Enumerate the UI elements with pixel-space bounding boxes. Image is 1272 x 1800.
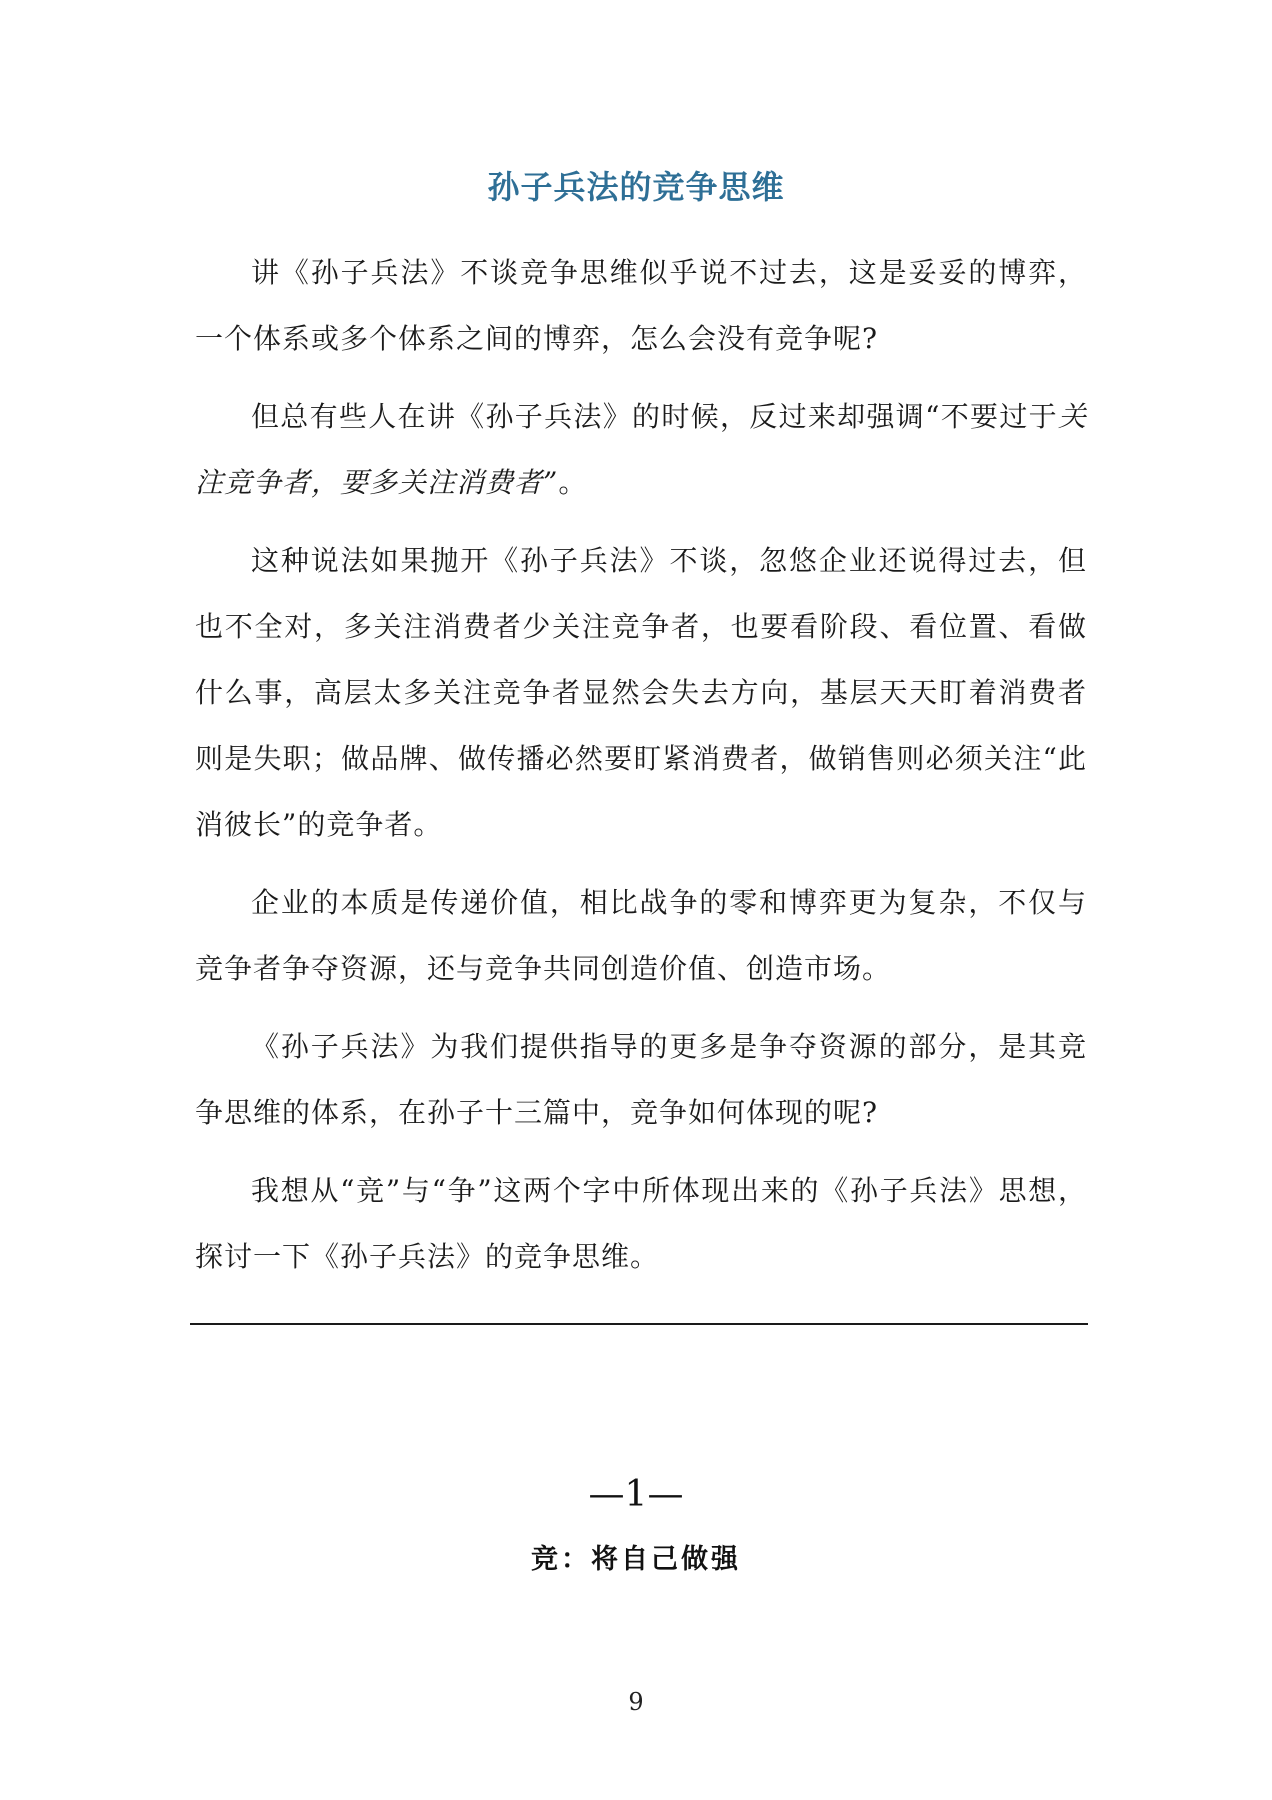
body-text: [195, 240, 1087, 1302]
paragraph-2-italic-quote: 关注竞争者，要多关注消费者”: [195, 400, 1087, 499]
section-number: —1—: [588, 1474, 684, 1515]
paragraph-2-end: 。: [558, 466, 588, 499]
page-title: 孙子兵法的竞争思维: [487, 168, 785, 206]
paragraph-2: [195, 384, 1087, 516]
paragraph-3: 这种说法如果抛开《孙子兵法》不谈，忽悠企业还说得过去，但也不全对，多关注消费者少关注竞争者，也要看阶段、看位置、看做什么事，高层太多关注竞争者显然会失去方向，基层天天盯着消费者则是失职；做品牌、做传播必然要盯紧消费者，做销售则必须关注“此消彼长”的竞争者。: [195, 544, 1087, 841]
section-title: 竞：将自己做强: [531, 1544, 741, 1575]
paragraph-5: 《孙子兵法》为我们提供指导的更多是争夺资源的部分，是其竞争思维的体系，在孙子十三篇中，竞争如何体现的呢?: [195, 1030, 1087, 1129]
paragraph-4: 企业的本质是传递价值，相比战争的零和博弈更为复杂，不仅与竞争者争夺资源，还与竞争共同创造价值、创造市场。: [195, 886, 1087, 985]
page-number: 9: [628, 1688, 644, 1716]
paragraph-6: 我想从“竞”与“争”这两个字中所体现出来的《孙子兵法》思想，探讨一下《孙子兵法》的竞争思维。: [195, 1174, 1087, 1273]
section-divider: [190, 1323, 1088, 1325]
paragraph-2-text: 但总有些人在讲《孙子兵法》的时候，反过来却强调“不要过于: [251, 400, 1058, 433]
paragraph-1: 讲《孙子兵法》不谈竞争思维似乎说不过去，这是妥妥的博弈，一个体系或多个体系之间的博弈，怎么会没有竞争呢?: [195, 256, 1087, 355]
